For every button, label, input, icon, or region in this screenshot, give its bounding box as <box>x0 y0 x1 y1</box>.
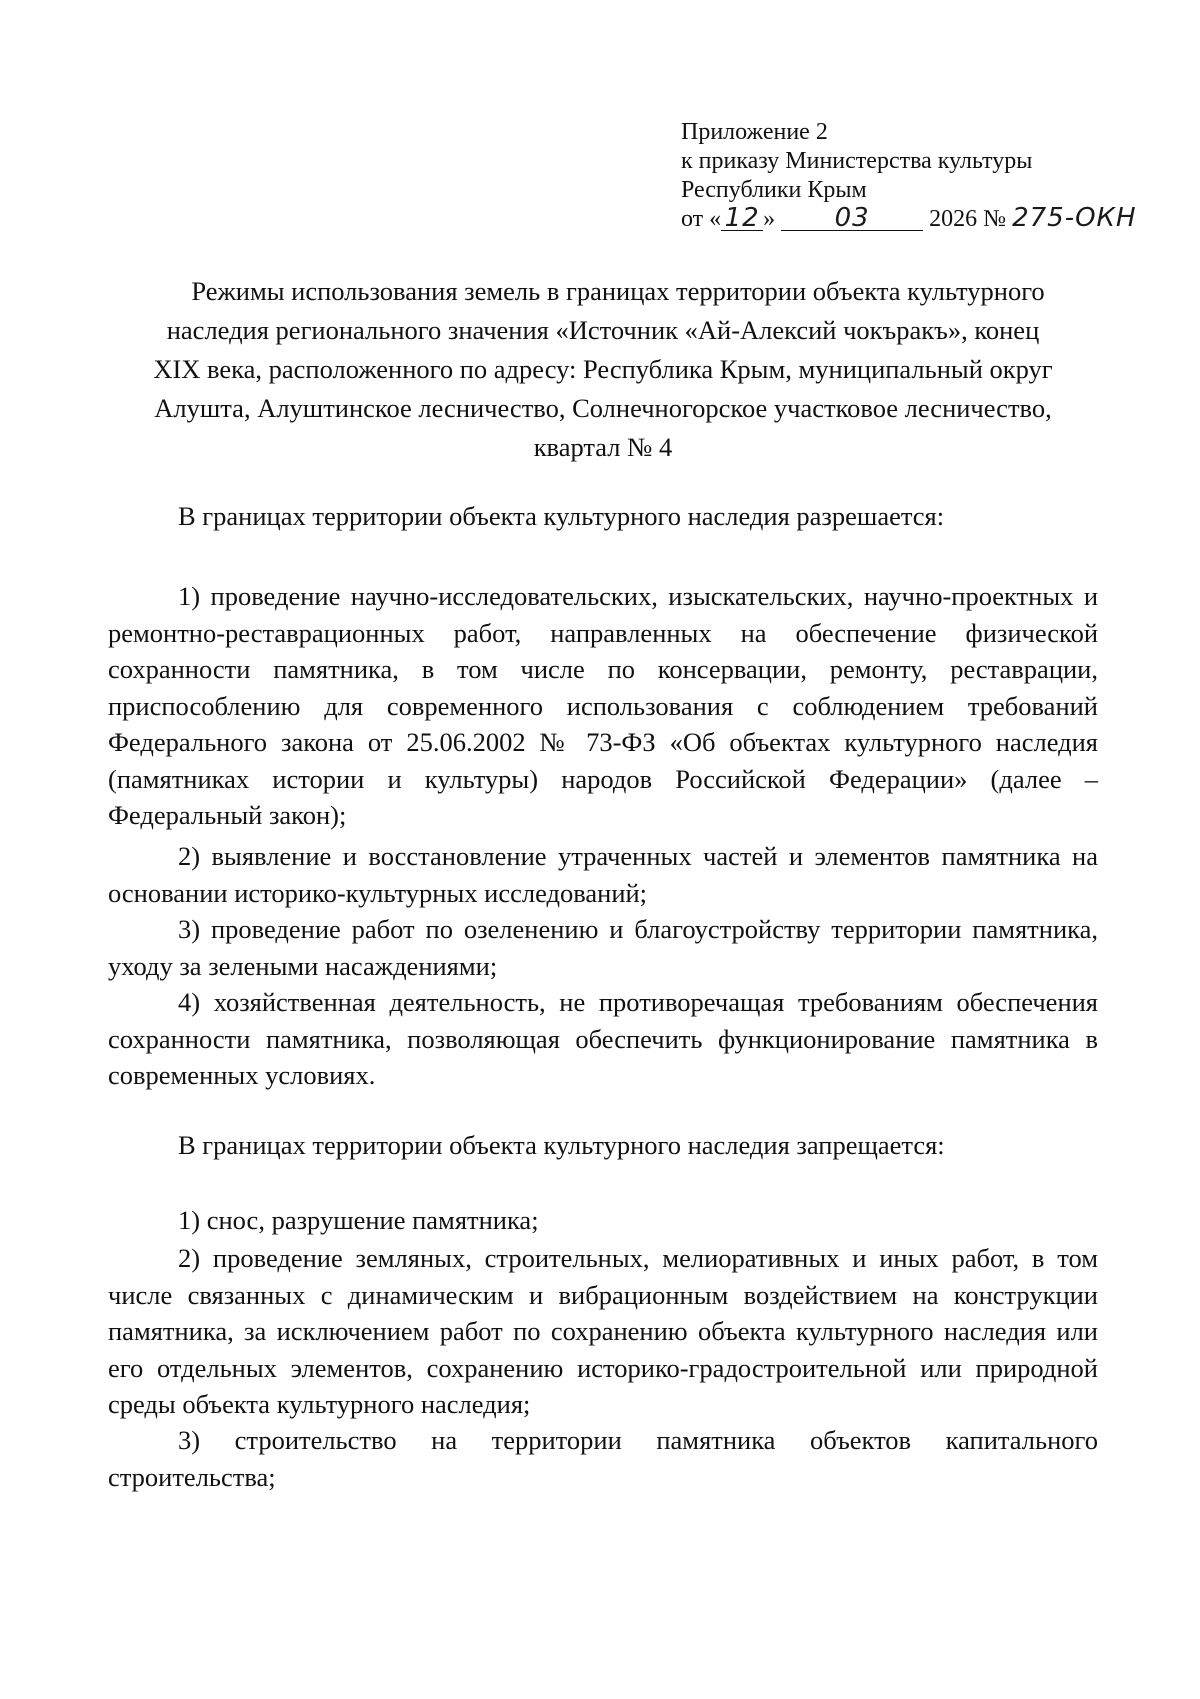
allowed-heading: В границах территории объекта культурного наследия разрешается: <box>178 501 945 531</box>
title-line-3: XIX века, расположенного по адресу: Республика Крым, муниципальный округ <box>153 354 1053 384</box>
date-prefix: от « <box>681 206 722 232</box>
allowed-item-3: 3) проведение работ по озеленению и благоустройству территории памятника, уходу за зелеными насаждениями; <box>108 914 1098 981</box>
order-reference: к приказу Министерства культуры <box>681 148 1033 174</box>
forbidden-heading: В границах территории объекта культурного наследия запрещается: <box>178 1130 945 1160</box>
allowed-item-2: 2) выявление и восстановление утраченных частей и элементов памятника на основании историко-культурных исследований; <box>108 841 1098 908</box>
appendix-label: Приложение 2 <box>681 119 828 145</box>
republic-name: Республики Крым <box>681 177 867 203</box>
allowed-item-1: 1) проведение научно-исследовательских, изыскательских, научно-проектных и ремонтно-реставрационных работ, направленных на обеспечение физической сохранности памятника, в том числе по консервации, ремонту, реставрации, приспособлению для современного использования с соблюдением требований Федерального закона от 25.06.2002 № 73-ФЗ «Об объектах культурного наследия (памятниках истории и культуры) народов Российской Федерации» (далее – Федеральный закон); <box>108 581 1098 830</box>
document-title <box>108 272 1098 467</box>
forbidden-item-2: 2) проведение земляных, строительных, мелиоративных и иных работ, в том числе связанных с динамическим и вибрационным воздействием на конструкции памятника, за исключением работ по сохранению объекта культурного наследия или его отдельных элементов, сохранению историко-градостроительной или природной среды объекта культурного наследия; <box>108 1243 1098 1419</box>
appendix-header <box>681 118 1137 234</box>
title-line-1: Режимы использования земель в границах территории объекта культурного <box>191 276 1045 306</box>
year-and-number-label: 2026 № <box>929 206 1007 232</box>
handwritten-day: 12 <box>721 206 763 231</box>
allowed-item-4: 4) хозяйственная деятельность, не противоречащая требованиям обеспечения сохранности памятника, позволяющая обеспечить функционирование памятника в современных условиях. <box>108 987 1098 1090</box>
handwritten-month: 03 <box>781 206 923 231</box>
forbidden-item-3: 3) строительство на территории памятника объектов капитального строительства; <box>108 1425 1098 1492</box>
day-suffix: » <box>763 206 776 232</box>
title-line-4: Алушта, Алуштинское лесничество, Солнечногорское участковое лесничество, <box>154 393 1052 423</box>
order-date-line <box>681 203 1137 234</box>
forbidden-item-1: 1) снос, разрушение памятника; <box>178 1205 539 1235</box>
title-line-5: квартал № 4 <box>533 432 673 462</box>
handwritten-order-number: 275-ОКН <box>1012 203 1137 233</box>
title-line-2: наследия регионального значения «Источник «Ай-Алексий чокъракъ», конец <box>166 315 1040 345</box>
